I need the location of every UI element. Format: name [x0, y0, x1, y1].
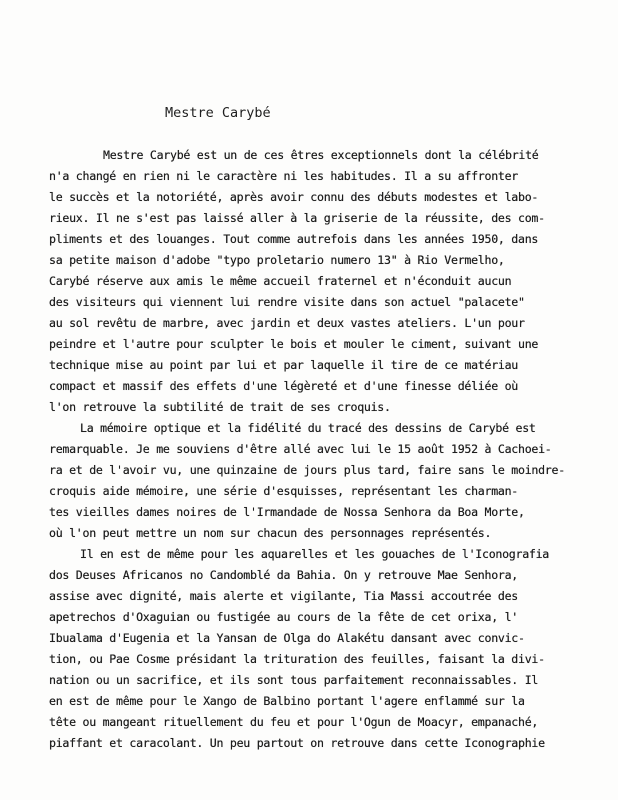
text-line: Il en est de même pour les aquarelles et les gouaches de l'Iconografia: [80, 547, 550, 561]
text-line: en est de même pour le Xango de Balbino portant l'agere enflammé sur la: [49, 694, 525, 708]
text-line: Mestre Carybé est un de ces êtres exceptionnels dont la célébrité: [103, 148, 539, 162]
text-line: dos Deuses Africanos no Candomblé da Bahia. On y retrouve Mae Senhora,: [49, 568, 519, 582]
text-line: nation ou un sacrifice, et ils sont tous parfaitement reconnaissables. Il: [49, 673, 539, 687]
text-line: remarquable. Je me souviens d'être allé avec lui le 15 août 1952 à Cachoei-: [49, 442, 552, 456]
text-line: ra et de l'avoir vu, une quinzaine de jours plus tard, faire sans le moindre-: [49, 463, 565, 477]
text-line: n'a changé en rien ni le caractère ni les habitudes. Il a su affronter: [49, 169, 519, 183]
text-line: le succès et la notoriété, après avoir connu des débuts modestes et labo-: [49, 190, 539, 204]
text-line: tête ou mangeant rituellement du feu et pour l'Ogun de Moacyr, empanaché,: [49, 715, 539, 729]
text-line: rieux. Il ne s'est pas laissé aller à la griserie de la réussite, des com-: [49, 211, 545, 225]
text-line: des visiteurs qui viennent lui rendre visite dans son actuel "palacete": [49, 295, 525, 309]
text-line: pliments et des louanges. Tout comme autrefois dans les années 1950, dans: [49, 232, 539, 246]
text-line: croquis aide mémoire, une série d'esquisses, représentant les charman-: [49, 484, 519, 498]
text-line: Ibualama d'Eugenia et la Yansan de Olga do Alakétu dansant avec convic-: [49, 631, 525, 645]
text-line: compact et massif des effets d'une légèreté et d'une finesse déliée où: [49, 379, 519, 393]
page-title: Mestre Carybé: [165, 105, 271, 121]
text-line: où l'on peut mettre un nom sur chacun des personnages représentés.: [49, 526, 492, 540]
text-line: piaffant et caracolant. Un peu partout on retrouve dans cette Iconographie: [49, 736, 545, 750]
text-line: apetrechos d'Oxaguian ou fustigée au cours de la fête de cet orixa, l': [49, 610, 519, 624]
text-line: tion, ou Pae Cosme présidant la trituration des feuilles, faisant la divi-: [49, 652, 545, 666]
text-line: peindre et l'autre pour sculpter le bois et mouler le ciment, suivant une: [49, 337, 539, 351]
text-line: sa petite maison d'adobe "typo proletario numero 13" à Rio Vermelho,: [49, 253, 505, 267]
text-line: l'on retrouve la subtilité de trait de ses croquis.: [49, 400, 391, 414]
text-line: La mémoire optique et la fidélité du tracé des dessins de Carybé est: [80, 421, 536, 435]
text-line: assise avec dignité, mais alerte et vigilante, Tia Massi accoutrée des: [49, 589, 519, 603]
text-line: Carybé réserve aux amis le même accueil fraternel et n'éconduit aucun: [49, 274, 512, 288]
text-line: au sol revêtu de marbre, avec jardin et deux vastes ateliers. L'un pour: [49, 316, 525, 330]
text-line: tes vieilles dames noires de l'Irmandade de Nossa Senhora da Boa Morte,: [49, 505, 525, 519]
text-line: technique mise au point par lui et par laquelle il tire de ce matériau: [49, 358, 519, 372]
